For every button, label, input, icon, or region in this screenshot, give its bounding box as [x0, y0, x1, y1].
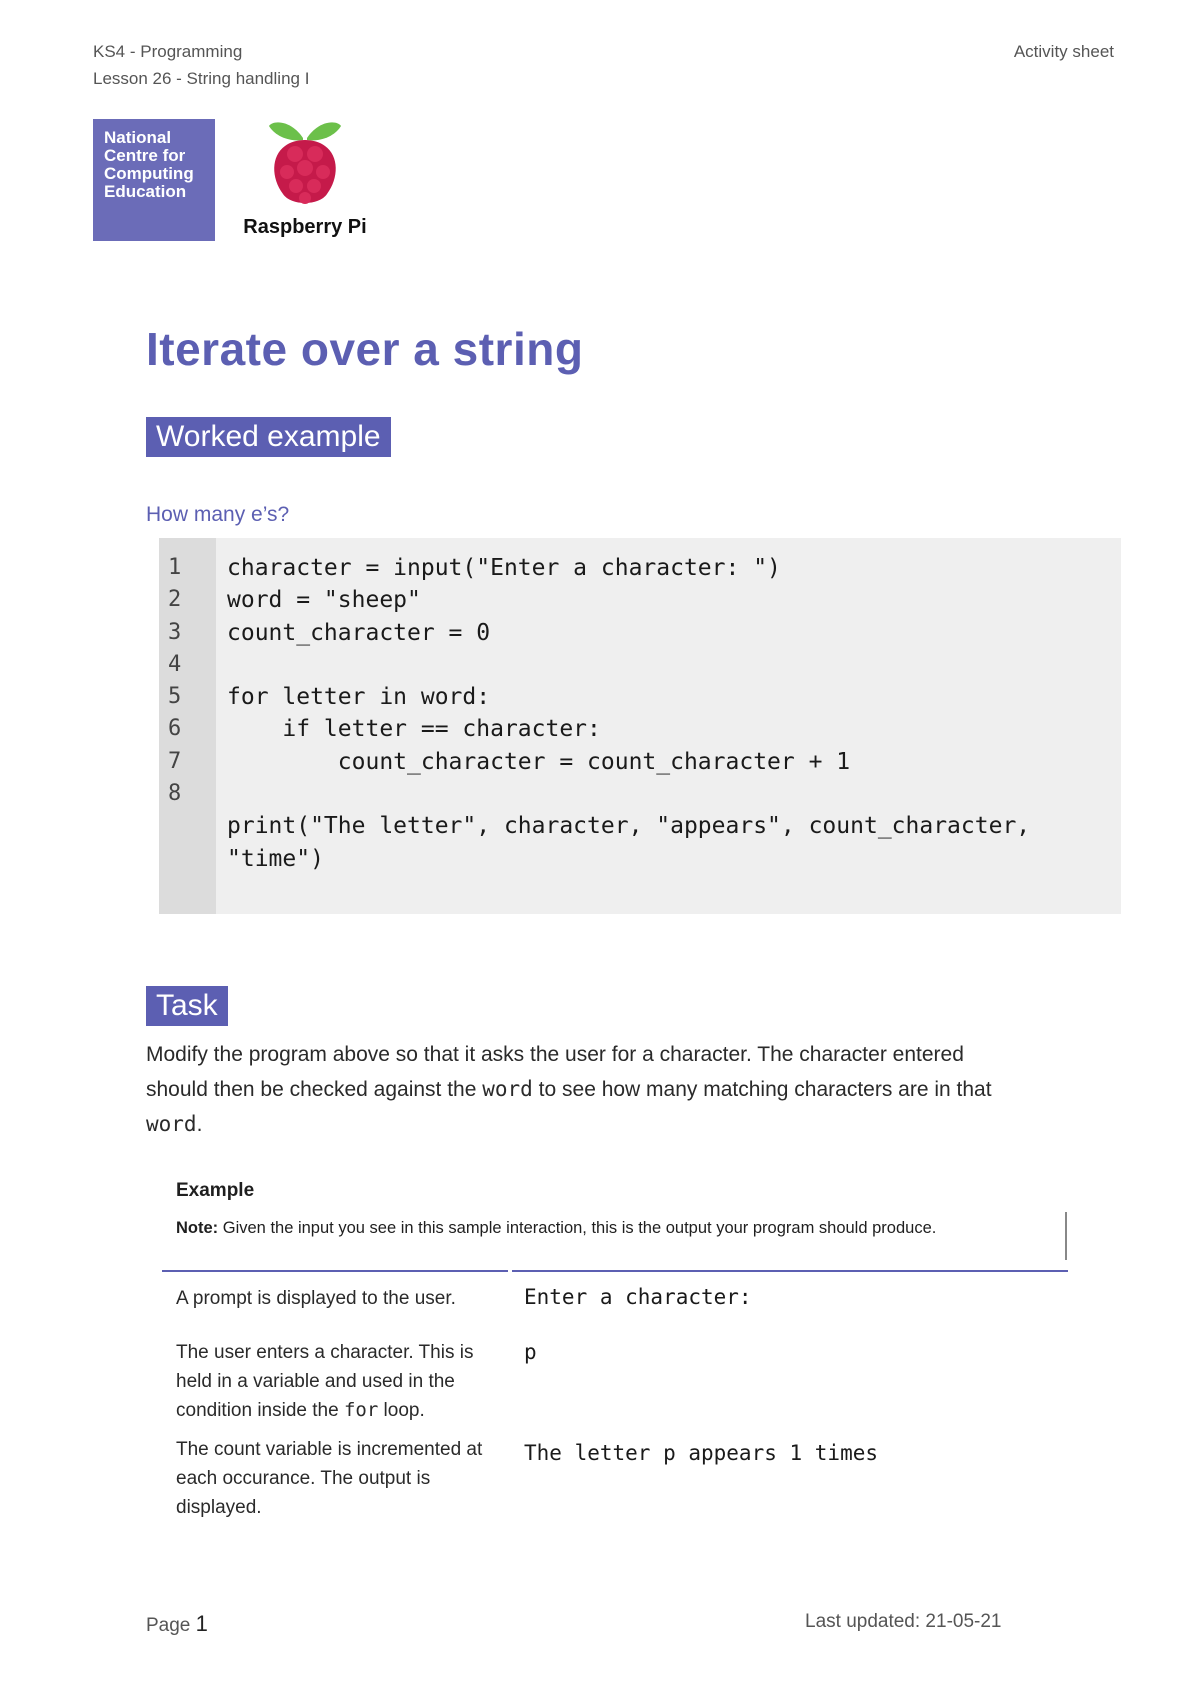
line-number: 3	[168, 619, 182, 645]
example-subheading: How many e’s?	[146, 503, 290, 526]
raspberry-icon	[265, 116, 345, 212]
inline-code: word	[482, 1077, 533, 1101]
example-row-description: A prompt is displayed to the user.	[176, 1288, 456, 1309]
example-row-output: p	[524, 1340, 537, 1364]
task-text-part: Modify the program above so that it asks the user for a character. The character entered should then be checked against the	[146, 1043, 964, 1101]
ncce-logo-line: Education	[104, 182, 187, 201]
table-border	[1065, 1212, 1067, 1260]
task-description	[146, 1038, 1026, 1142]
example-row-description: The count variable is incremented at each occurance. The output is displayed.	[176, 1439, 483, 1518]
table-header-rule	[162, 1270, 508, 1272]
description-part: loop.	[378, 1400, 425, 1421]
example-note	[176, 1215, 1046, 1241]
page-title: Iterate over a string	[146, 323, 584, 375]
task-text-part: to see how many matching characters are in that	[532, 1078, 992, 1101]
code-text: character = input("Enter a character: ") word = "sheep" count_character = 0 for letter in word: if letter == character: count_character = count_character + 1 print("The letter", character, "appears", count_character, "time")	[227, 555, 1031, 872]
task-label: Task	[146, 986, 228, 1026]
line-number: 4	[168, 651, 182, 677]
raspberry-pi-logo	[240, 116, 370, 246]
line-number: 6	[168, 716, 182, 742]
document-header	[93, 38, 309, 92]
last-updated: Last updated: 21-05-21	[805, 1611, 1002, 1632]
line-number: 1	[168, 555, 182, 580]
sheet-type: Activity sheet	[1013, 42, 1114, 61]
lesson-name: Lesson 26 - String handling I	[93, 69, 310, 88]
page-number-value: 1	[195, 1611, 208, 1636]
code-block	[159, 538, 1121, 914]
ncce-logo	[93, 119, 215, 241]
note-label: Note:	[176, 1219, 219, 1237]
line-number: 2	[168, 587, 182, 613]
inline-code: word	[146, 1112, 197, 1136]
page-number	[146, 1611, 208, 1637]
line-number: 5	[168, 684, 182, 710]
example-title: Example	[176, 1180, 255, 1201]
inline-code: for	[343, 1399, 379, 1421]
page-label: Page	[146, 1615, 191, 1636]
table-header-rule	[512, 1270, 1068, 1272]
note-text: Given the input you see in this sample interaction, this is the output your program should produce.	[218, 1219, 937, 1237]
ncce-logo-line: Computing	[104, 164, 194, 183]
description-part: The user enters a character. This is held in a variable and used in the condition inside the	[176, 1342, 474, 1421]
line-numbers	[168, 552, 181, 810]
line-number: 8	[168, 781, 182, 807]
course-name: KS4 - Programming	[93, 42, 243, 61]
worked-example-label: Worked example	[146, 417, 391, 457]
example-row-output: Enter a character:	[524, 1285, 752, 1309]
example-row-description	[176, 1338, 506, 1425]
ncce-logo-line: Centre for	[104, 146, 186, 165]
line-number: 7	[168, 748, 182, 774]
ncce-logo-line: National	[104, 128, 172, 147]
raspberry-pi-label: Raspberry Pi	[243, 216, 367, 238]
task-text-part: .	[196, 1113, 203, 1136]
example-row-output: The letter p appears 1 times	[524, 1441, 879, 1465]
